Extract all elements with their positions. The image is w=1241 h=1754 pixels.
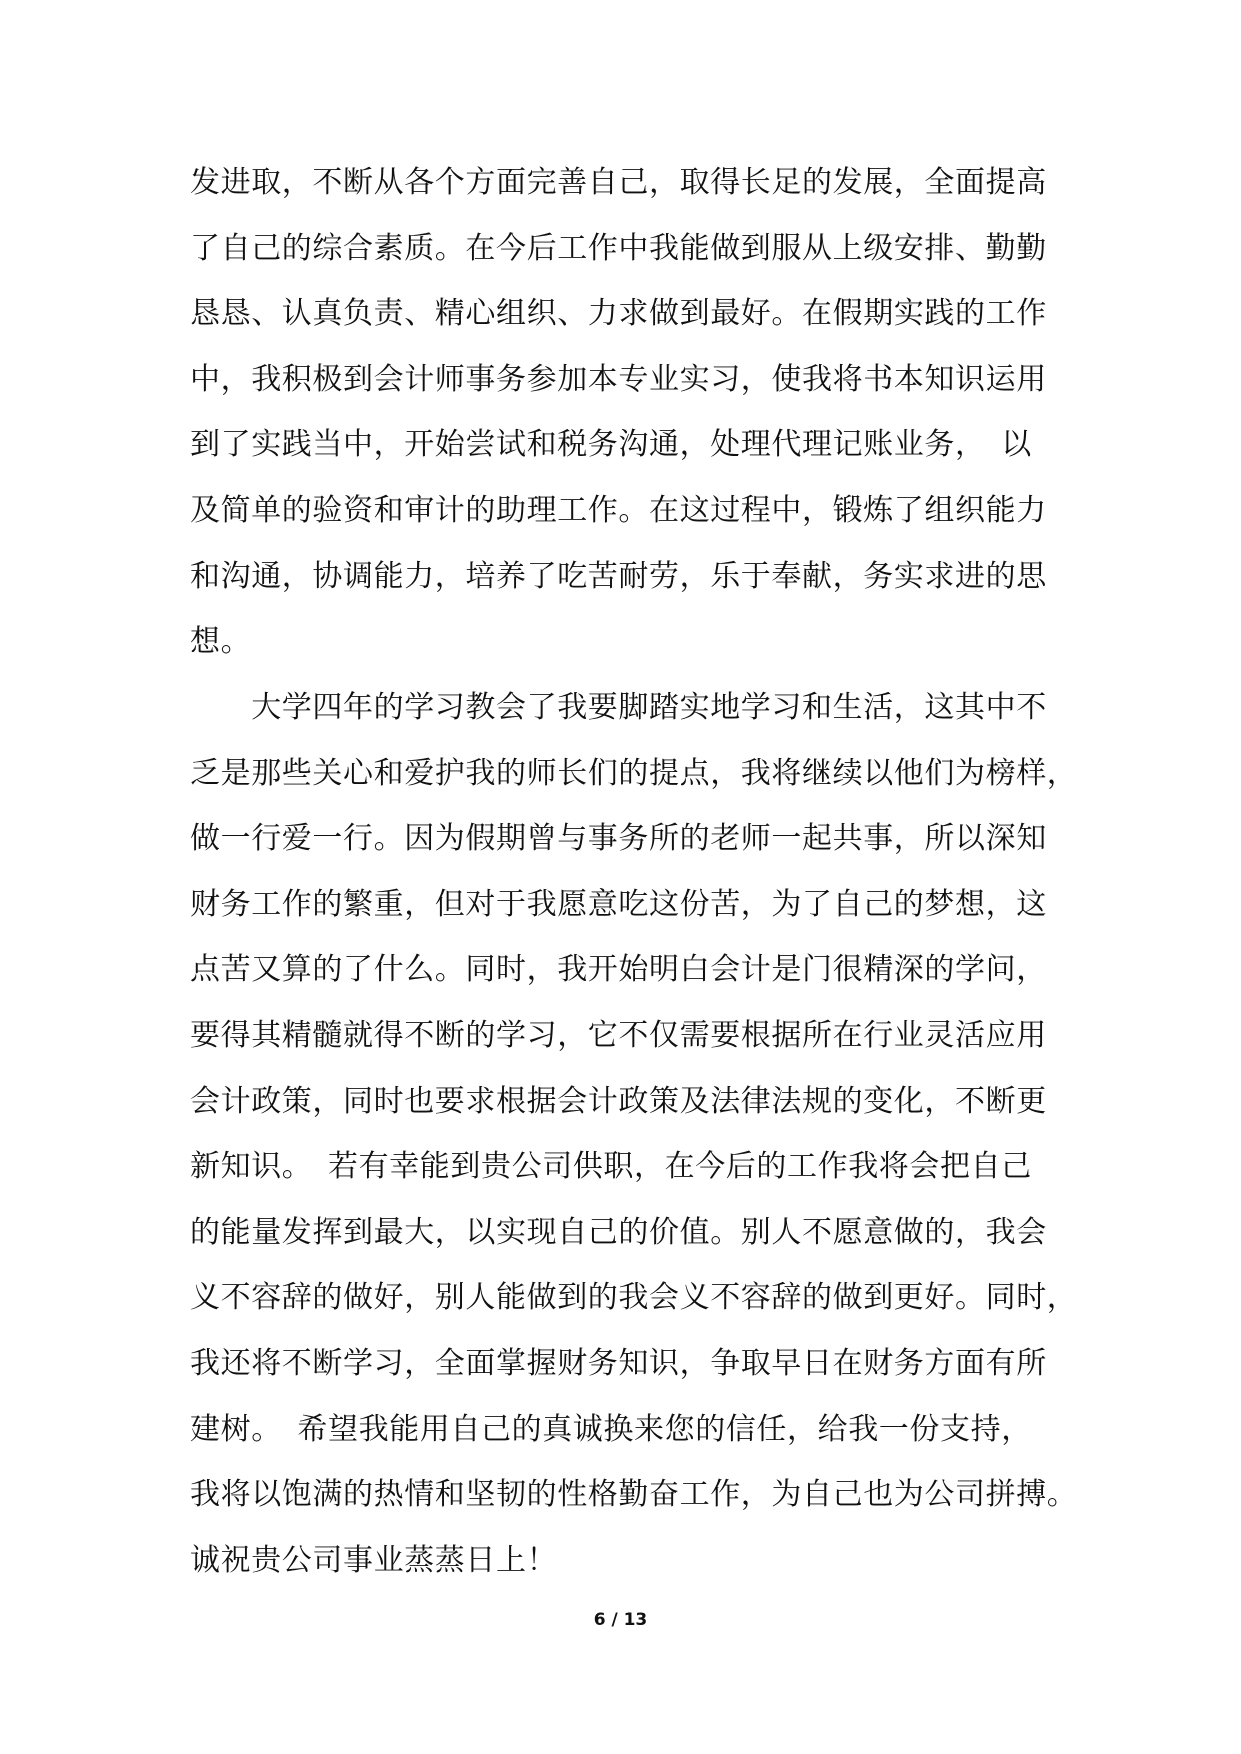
text-line: 及简单的验资和审计的助理工作。在这过程中，锻炼了组织能力 bbox=[190, 492, 1047, 528]
text-line: 到了实践当中，开始尝试和税务沟通，处理代理记账业务， 以 bbox=[190, 427, 1032, 463]
text-line: 中，我积极到会计师事务参加本专业实习，使我将书本知识运用 bbox=[190, 361, 1047, 397]
text-line: 财务工作的繁重，但对于我愿意吃这份苦，为了自己的梦想，这 bbox=[190, 886, 1047, 922]
text-line: 新知识。 若有幸能到贵公司供职，在今后的工作我将会把自己 bbox=[190, 1149, 1032, 1185]
text-line: 建树。 希望我能用自己的真诚换来您的信任，给我一份支持， bbox=[190, 1411, 1032, 1447]
text-line: 我将以饱满的热情和坚韧的性格勤奋工作，为自己也为公司拼搏。 bbox=[190, 1477, 1078, 1513]
text-line: 发进取，不断从各个方面完善自己，取得长足的发展，全面提高 bbox=[190, 165, 1047, 200]
text-line: 了自己的综合素质。在今后工作中我能做到服从上级安排、勤勤 bbox=[190, 230, 1047, 266]
text-line: 乏是那些关心和爱护我的师长们的提点，我将继续以他们为榜样， bbox=[190, 755, 1078, 791]
text-line: 做一行爱一行。因为假期曾与事务所的老师一起共事，所以深知 bbox=[190, 821, 1047, 857]
text-line: 要得其精髓就得不断的学习，它不仅需要根据所在行业灵活应用 bbox=[190, 1017, 1047, 1053]
text-line: 义不容辞的做好，别人能做到的我会义不容辞的做到更好。同时， bbox=[190, 1280, 1078, 1316]
text-line: 想。 bbox=[190, 624, 252, 660]
text-line: 点苦又算的了什么。同时，我开始明白会计是门很精深的学问， bbox=[190, 952, 1047, 988]
text-line: 恳恳、认真负责、精心组织、力求做到最好。在假期实践的工作 bbox=[190, 296, 1047, 332]
text-line: 我还将不断学习，全面掌握财务知识，争取早日在财务方面有所 bbox=[190, 1345, 1047, 1381]
text-line: 会计政策，同时也要求根据会计政策及法律法规的变化，不断更 bbox=[190, 1083, 1047, 1119]
text-line: 诚祝贵公司事业蒸蒸日上！ bbox=[190, 1542, 558, 1578]
text-line: 大学四年的学习教会了我要脚踏实地学习和生活，这其中不 bbox=[190, 690, 1047, 725]
page-number: 6 / 13 bbox=[593, 1610, 648, 1630]
text-line: 的能量发挥到最大，以实现自己的价值。别人不愿意做的，我会 bbox=[190, 1214, 1047, 1250]
text-line: 和沟通，协调能力，培养了吃苦耐劳，乐于奉献，务实求进的思 bbox=[190, 558, 1047, 594]
paragraph-2 bbox=[190, 686, 1078, 1604]
paragraph-1 bbox=[190, 161, 1060, 686]
